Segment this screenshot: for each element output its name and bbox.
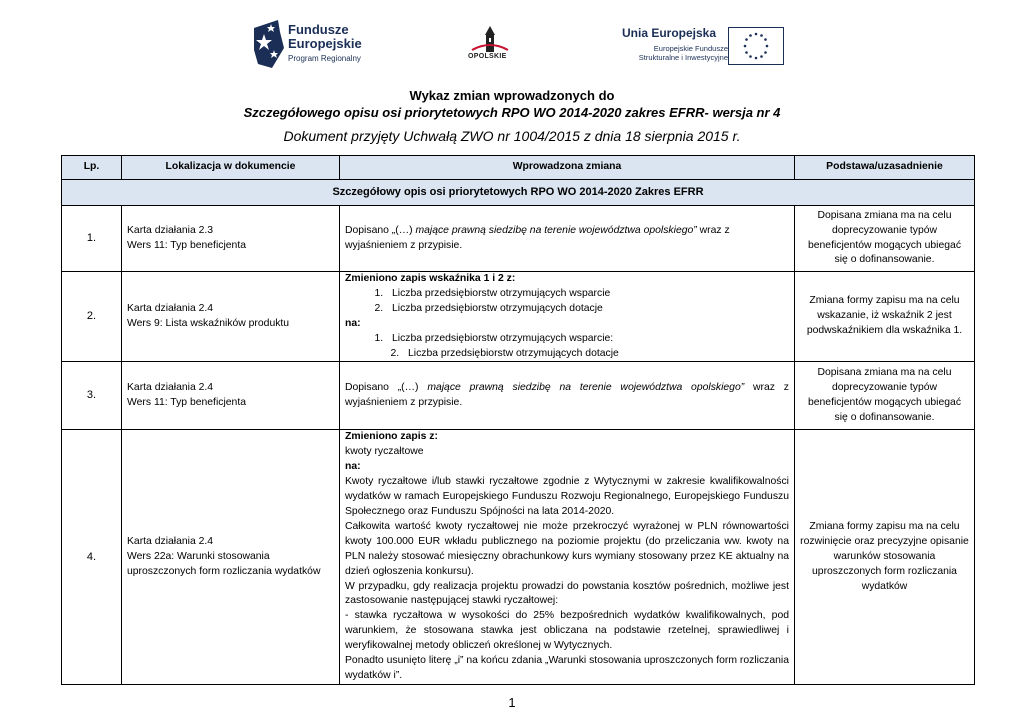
location-line: Karta działania 2.4 <box>127 535 214 547</box>
row-number: 1. <box>62 206 122 272</box>
opolskie-tower-icon <box>470 26 510 54</box>
list-item: 1. Liczba przedsiębiorstw otrzymujących wsparcie: <box>386 332 789 347</box>
row-change <box>340 206 795 272</box>
ue-subtitle <box>615 44 728 62</box>
ue-title: Unia Europejska <box>622 26 717 40</box>
change-text: Dopisano „(…) <box>345 224 416 236</box>
location-line: Wers 9: Lista wskaźników produktu <box>127 317 290 329</box>
row-basis: Zmiana formy zapisu ma na celu rozwinięcie oraz precyzyjne opisanie warunków stosowania uproszczonych form rozliczania wydatków <box>795 430 975 684</box>
document-note: Dokument przyjęty Uchwałą ZWO nr 1004/2015 z dnia 18 sierpnia 2015 r. <box>283 128 741 144</box>
location-line: Karta działania 2.4 <box>127 382 214 394</box>
change-heading: Zmieniono zapis wskaźnika 1 i 2 z: <box>345 273 516 284</box>
logo-opolskie <box>460 26 530 70</box>
row-change <box>340 272 795 362</box>
row-number: 4. <box>62 430 122 684</box>
change-paragraph: Całkowita wartość kwoty ryczałtowej nie może przekroczyć wyrażonej w PLN równowartości kwoty 100.000 EUR wkładu publicznego na poziomie projektu (do przeliczania ww. kwoty na PLN należy stosować miesięczny obrachunkowy kurs wymiany stosowany przez KE aktualny na dzień ogłoszenia konkursu). <box>345 520 789 577</box>
row-change <box>340 362 795 430</box>
row-basis: Dopisana zmiana ma na celu doprecyzowanie typów beneficjentów mogących ubiegać się o dofinansowanie. <box>795 206 975 272</box>
eu-flag-icon <box>728 27 784 65</box>
change-text: wraz z wyjaśnieniem z przypisie. <box>345 224 730 251</box>
logo-fundusze-europejskie <box>254 20 384 70</box>
row-location <box>122 430 340 684</box>
location-line: Karta działania 2.4 <box>127 302 214 314</box>
row-change <box>340 430 795 684</box>
table-header-row <box>62 156 975 180</box>
changes-table <box>61 155 975 685</box>
row-location <box>122 272 340 362</box>
indicator-list-new <box>345 332 789 362</box>
fe-line1: Fundusze <box>288 22 349 37</box>
ue-sub2: Strukturalne i Inwestycyjne <box>638 53 728 62</box>
change-quote: mające prawną siedzibę na terenie województwa opolskiego” <box>415 224 697 236</box>
change-text: Dopisano „(…) <box>345 382 428 394</box>
change-quote: mające prawną siedzibę na terenie województwa opolskiego” <box>427 382 745 394</box>
ue-sub1: Europejskie Fundusze <box>653 44 728 53</box>
location-line: Karta działania 2.3 <box>127 224 214 236</box>
logo-unia-europejska <box>604 26 786 70</box>
change-paragraph: Kwoty ryczałtowe i/lub stawki ryczałtowe zgodnie z Wytycznymi w zakresie kwalifikowalności wydatków w ramach Europejskiego Funduszu Rozwoju Regionalnego, Europejskiego Funduszu Społecznego oraz Funduszu Spójności na lata 2014-2020. <box>345 476 789 517</box>
fe-line2: Europejskie <box>288 36 362 51</box>
location-line: Wers 11: Typ beneficjenta <box>127 239 246 251</box>
location-line: Wers 22a: Warunki stosowania uproszczonych form rozliczania wydatków <box>127 550 321 577</box>
list-item: 2. Liczba przedsiębiorstw otrzymujących dotacje <box>402 347 789 362</box>
fundusze-star-icon <box>254 20 284 70</box>
fe-line3: Program Regionalny <box>288 54 361 63</box>
row-location <box>122 362 340 430</box>
change-text: wraz z wyjaśnieniem z przypisie. <box>345 382 789 408</box>
change-na-label: na: <box>345 317 361 329</box>
change-from: kwoty ryczałtowe <box>345 446 424 458</box>
col-header-lp: Lp. <box>62 156 122 180</box>
section-title: Szczegółowy opis osi priorytetowych RPO WO 2014-2020 Zakres EFRR <box>62 180 975 206</box>
change-heading: Zmieniono zapis z: <box>345 431 438 443</box>
table-row <box>62 206 975 272</box>
row-basis: Zmiana formy zapisu ma na celu wskazanie, iż wskaźnik 2 jest podwskaźnikiem dla wskaźnika 1. <box>795 272 975 362</box>
list-item: 2. Liczba przedsiębiorstw otrzymujących dotacje <box>386 302 789 317</box>
indicator-list-old <box>345 287 789 317</box>
col-header-location: Lokalizacja w dokumencie <box>122 156 340 180</box>
col-header-basis: Podstawa/uzasadnienie <box>795 156 975 180</box>
page-subtitle: Szczegółowego opisu osi priorytetowych RPO WO 2014-2020 zakres EFRR- wersja nr 4 <box>243 105 781 120</box>
change-na-label: na: <box>345 461 361 473</box>
row-number: 3. <box>62 362 122 430</box>
change-paragraph: Ponadto usunięto literę „i” na końcu zdania „Warunki stosowania uproszczonych form rozliczania wydatków i”. <box>345 655 789 681</box>
page-number: 1 <box>508 695 516 710</box>
opolskie-label: OPOLSKIE <box>468 53 507 60</box>
row-basis: Dopisana zmiana ma na celu doprecyzowanie typów beneficjentów mogących ubiegać się o dofinansowanie. <box>795 362 975 430</box>
location-line: Wers 11: Typ beneficjenta <box>127 396 246 408</box>
change-paragraph: W przypadku, gdy realizacja projektu prowadzi do powstania kosztów pośrednich, możliwe jest zastosowanie następującej stawki ryczałtowej: <box>345 580 789 607</box>
row-number: 2. <box>62 272 122 362</box>
list-item: 1. Liczba przedsiębiorstw otrzymujących wsparcie <box>386 287 789 302</box>
table-row <box>62 362 975 430</box>
col-header-change: Wprowadzona zmiana <box>340 156 795 180</box>
section-row <box>62 180 975 206</box>
table-row <box>62 272 975 362</box>
page-title: Wykaz zmian wprowadzonych do <box>409 88 615 103</box>
row-location <box>122 206 340 272</box>
table-row <box>62 430 975 684</box>
change-paragraph: - stawka ryczałtowa w wysokości do 25% bezpośrednich wydatków kwalifikowalnych, pod warunkiem, że stosowana stawka jest obliczana na podstawie rzetelnej, sprawiedliwej i weryfikowalnej metody obliczeń określonej w Wytycznych. <box>345 610 789 652</box>
